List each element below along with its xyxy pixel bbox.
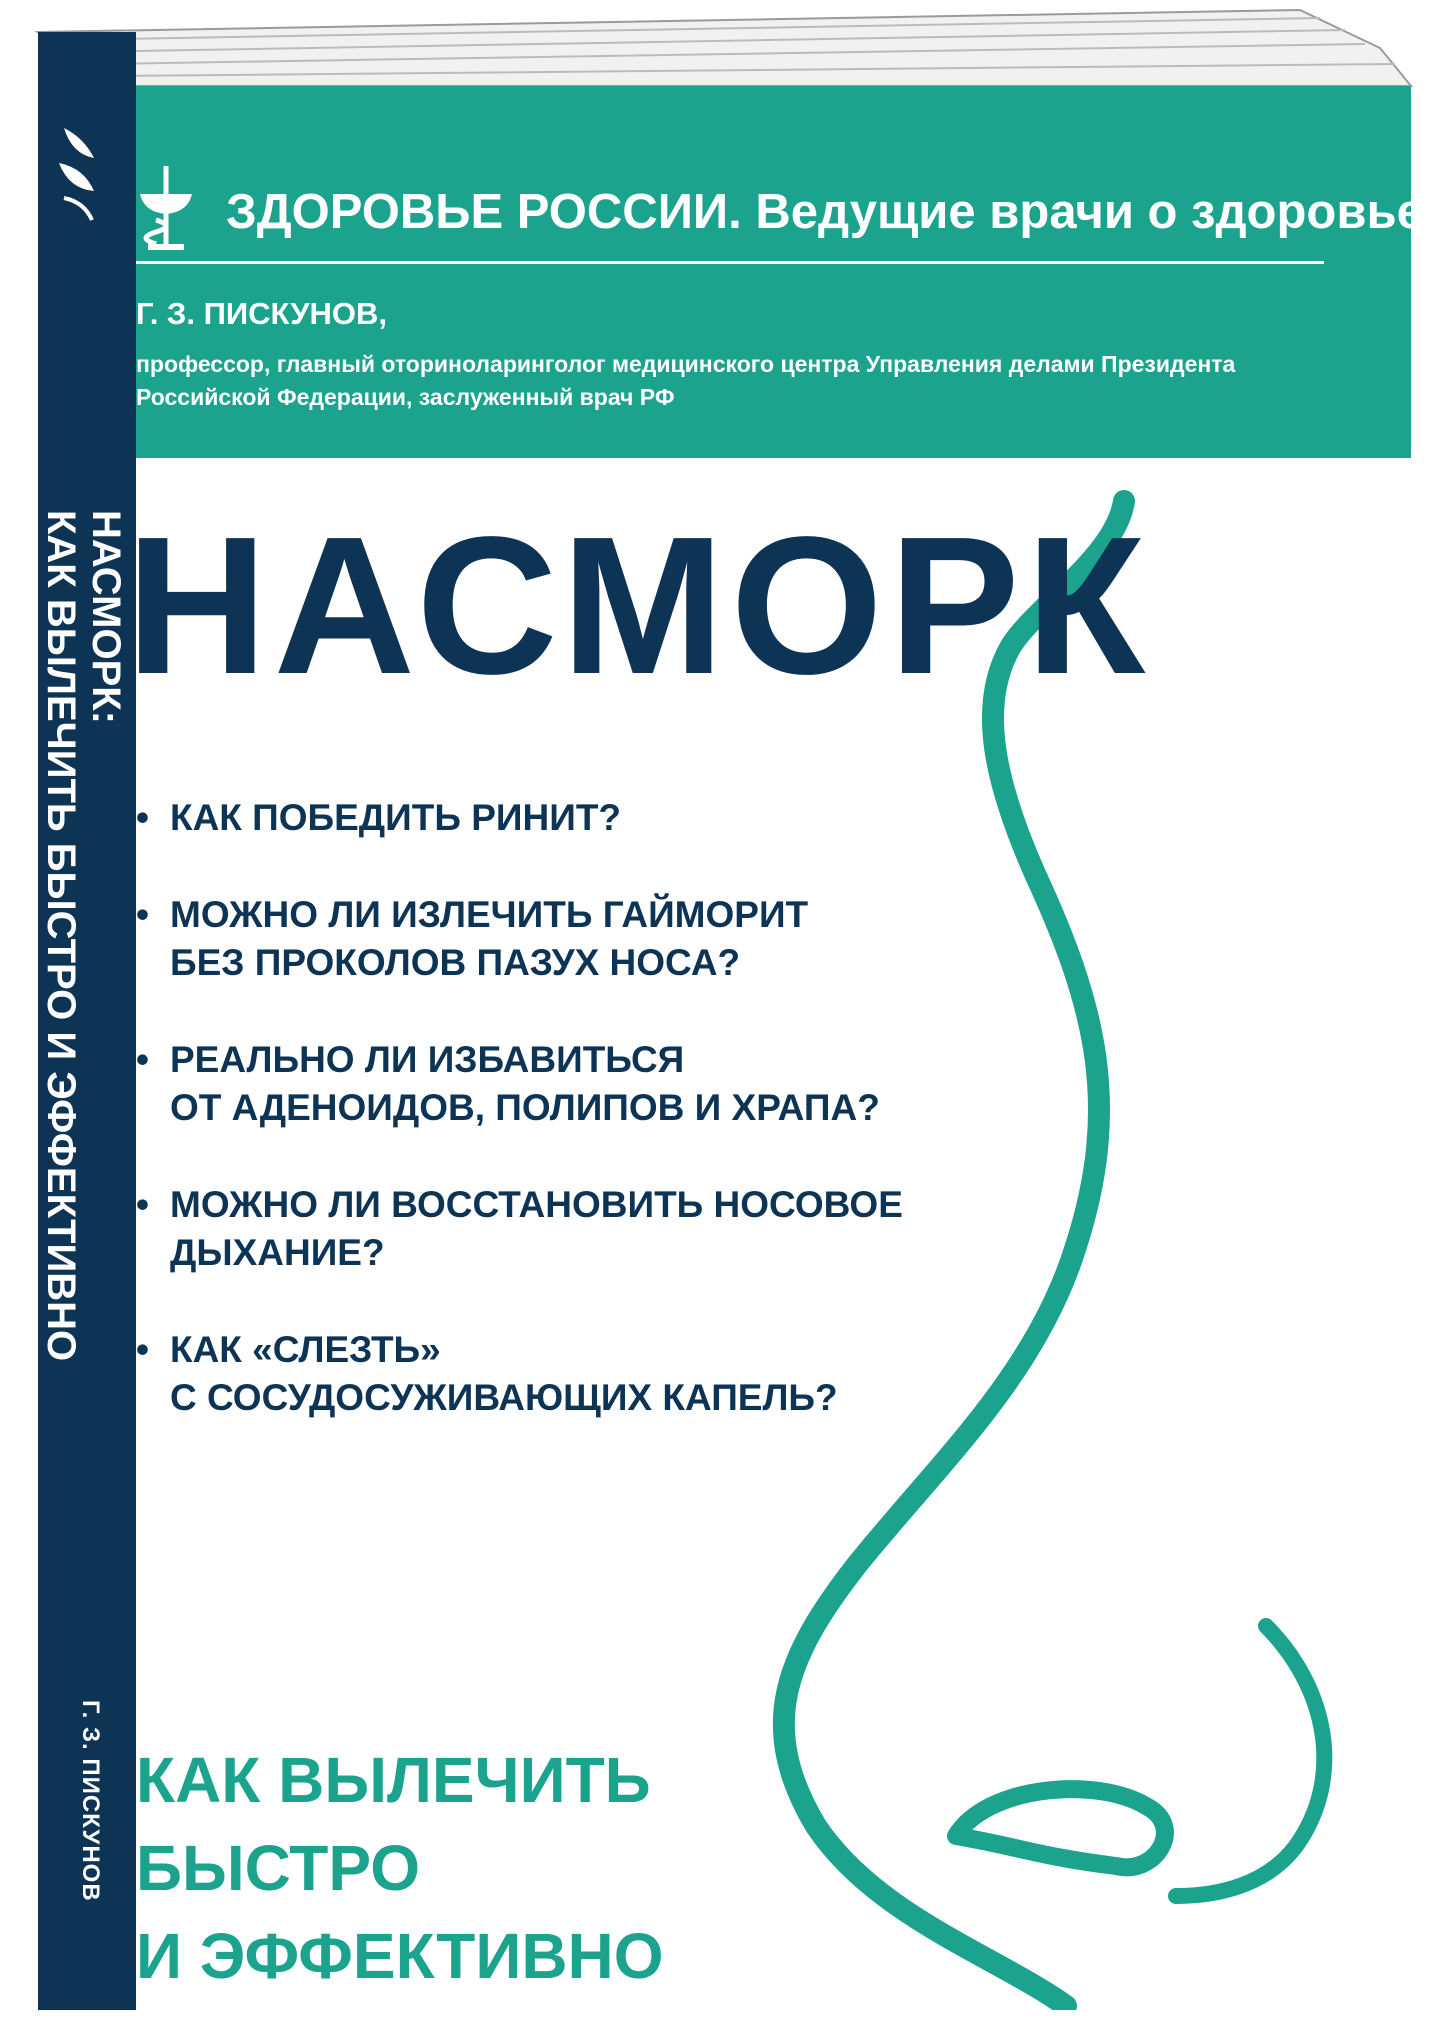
publisher-logo-icon <box>44 108 114 228</box>
question-item <box>136 1036 956 1132</box>
subtitle <box>136 1736 664 2000</box>
question-line: БЕЗ ПРОКОЛОВ ПАЗУХ НОСА? <box>170 942 741 983</box>
series-title: ЗДОРОВЬЕ РОССИИ. Ведущие врачи о здоровье <box>226 185 1424 239</box>
spine-author-text: Г. З. ПИСКУНОВ <box>77 1700 104 1902</box>
question-line: МОЖНО ЛИ ВОССТАНОВИТЬ НОСОВОЕ <box>170 1184 903 1225</box>
question-item <box>136 1326 956 1422</box>
question-line: РЕАЛЬНО ЛИ ИЗБАВИТЬСЯ <box>170 1039 685 1080</box>
main-title: НАСМОРК <box>126 496 1152 715</box>
spine-title-line1: НАСМОРК: <box>84 510 128 724</box>
question-item <box>136 794 956 842</box>
bullet: • <box>136 1329 149 1370</box>
bullet: • <box>136 1039 149 1080</box>
header-band <box>136 86 1424 458</box>
front-cover <box>126 86 1424 2010</box>
question-line: ДЫХАНИЕ? <box>170 1232 385 1273</box>
question-line: КАК ПОБЕДИТЬ РИНИТ? <box>170 797 622 838</box>
question-line: С СОСУДОСУЖИВАЮЩИХ КАПЕЛЬ? <box>170 1377 838 1418</box>
bowl-of-hygieia-icon <box>136 164 196 252</box>
bullet: • <box>136 1184 149 1225</box>
subtitle-line: БЫСТРО <box>136 1832 420 1904</box>
question-line: КАК «СЛЕЗТЬ» <box>170 1329 441 1370</box>
header-divider <box>136 261 1324 264</box>
question-item <box>136 891 956 987</box>
question-line: ОТ АДЕНОИДОВ, ПОЛИПОВ И ХРАПА? <box>170 1087 880 1128</box>
author-description: профессор, главный оториноларинголог медицинского центра Управления делами Президента Российской Федерации, заслуженный врач РФ <box>136 351 1236 410</box>
subtitle-line: КАК ВЫЛЕЧИТЬ <box>136 1744 651 1816</box>
bullet: • <box>136 797 149 838</box>
question-item <box>136 1181 956 1277</box>
question-line: МОЖНО ЛИ ИЗЛЕЧИТЬ ГАЙМОРИТ <box>170 894 809 935</box>
author-name: Г. З. ПИСКУНОВ, <box>136 296 387 331</box>
questions-list <box>136 794 956 1471</box>
subtitle-line: И ЭФФЕКТИВНО <box>136 1920 664 1992</box>
spine-title-line2: КАК ВЫЛЕЧИТЬ БЫСТРО И ЭФФЕКТИВНО <box>39 510 83 1362</box>
bullet: • <box>136 894 149 935</box>
